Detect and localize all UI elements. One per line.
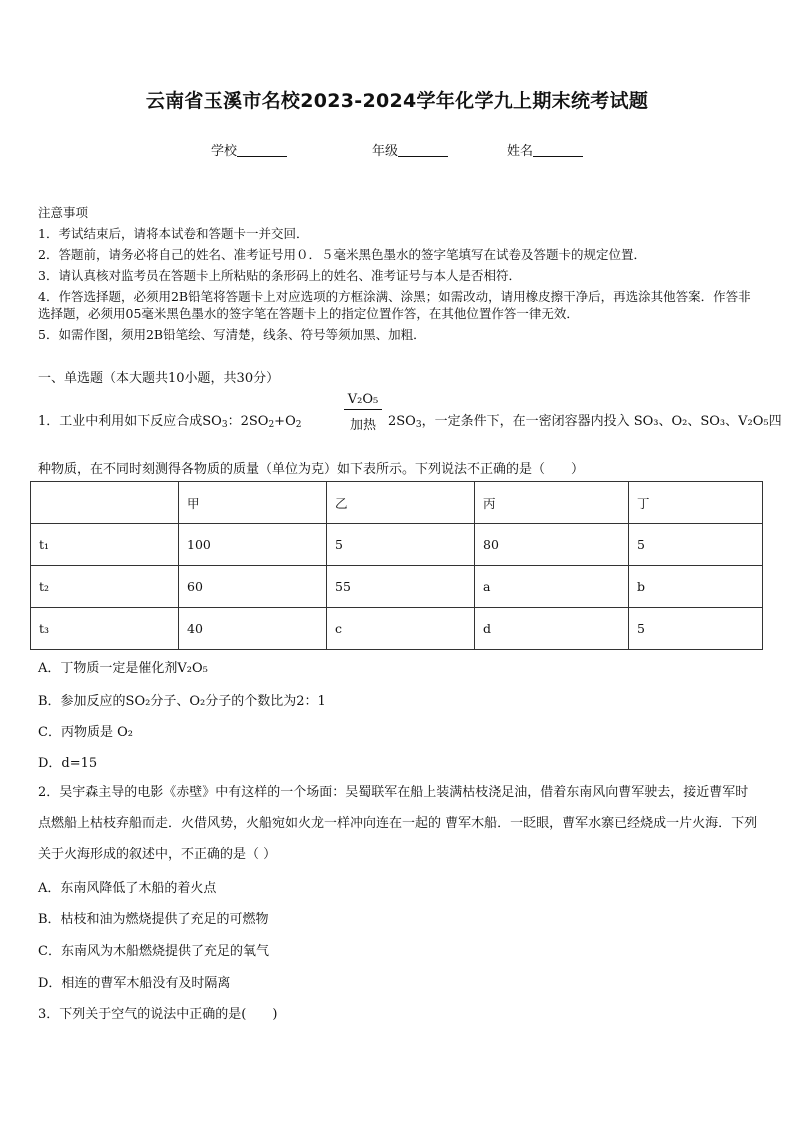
page-title: 云南省玉溪市名校2023-2024学年化学九上期末统考试题 bbox=[145, 90, 649, 112]
grade-label: 年级 bbox=[372, 144, 399, 159]
notice-item: 3．请认真核对监考员在答题卡上所粘贴的条形码上的姓名、准考证号与本人是否相符． bbox=[38, 268, 521, 283]
q2-option-c[interactable]: C．东南风为木船燃烧提供了充足的氧气 bbox=[38, 944, 269, 959]
table-cell: 5 bbox=[327, 524, 475, 566]
name-label: 姓名 bbox=[507, 144, 534, 159]
table-cell: d bbox=[475, 608, 629, 650]
table-cell: t₃ bbox=[31, 608, 179, 650]
table-row bbox=[31, 566, 763, 608]
table-cell: 60 bbox=[179, 566, 327, 608]
table-cell: 5 bbox=[629, 524, 763, 566]
q1-option-a[interactable]: A．丁物质一定是催化剂V₂O₅ bbox=[38, 661, 208, 676]
table-row bbox=[31, 524, 763, 566]
heating-condition: 加热 bbox=[349, 418, 376, 433]
notice-item: 4．作答选择题，必须用2B铅笔将答题卡上对应选项的方框涂满、涂黑；如需改动，请用橡皮擦干净后，再选涂其他答案．作答非选择题，必须用05毫米黑色墨水的签字笔在答题卡上的指定位置作答，在其他位置作答一律无效． bbox=[38, 289, 751, 321]
table-cell: 80 bbox=[475, 524, 629, 566]
school-field[interactable] bbox=[211, 140, 287, 159]
table-header-cell: 乙 bbox=[327, 482, 475, 524]
table-cell: t₂ bbox=[31, 566, 179, 608]
school-label: 学校 bbox=[211, 144, 238, 159]
q2-option-d[interactable]: D．相连的曹军木船没有及时隔离 bbox=[38, 976, 231, 991]
table-row bbox=[31, 608, 763, 650]
table-cell: 5 bbox=[629, 608, 763, 650]
mass-table bbox=[30, 481, 763, 650]
table-cell: 55 bbox=[327, 566, 475, 608]
table-header-cell: 丙 bbox=[475, 482, 629, 524]
q1-option-d[interactable]: D．d=15 bbox=[38, 756, 98, 771]
q1-stem-end: $2SO_3$，一定条件下，在一密闭容器内投入 SO₃、O₂、SO₃、V₂O₅四 bbox=[388, 414, 782, 430]
table-cell: b bbox=[629, 566, 763, 608]
table-cell: 100 bbox=[179, 524, 327, 566]
name-field[interactable] bbox=[507, 140, 583, 159]
notice-item: 2．答题前，请务必将自己的姓名、准考证号用０．５毫米黑色墨水的签字笔填写在试卷及答题卡的规定位置． bbox=[38, 247, 646, 262]
notice-item: 1．考试结束后，请将本试卷和答题卡一并交回． bbox=[38, 226, 309, 241]
table-header-cell bbox=[31, 482, 179, 524]
table-header-cell: 丁 bbox=[629, 482, 763, 524]
table-cell: a bbox=[475, 566, 629, 608]
school-blank[interactable] bbox=[237, 143, 287, 157]
q1-stem-start: 1．工业中利用如下反应合成$SO_3$：$2SO_2+O_2$ bbox=[38, 414, 302, 430]
table-cell: c bbox=[327, 608, 475, 650]
table-cell: t₁ bbox=[31, 524, 179, 566]
question-3-stem: 3．下列关于空气的说法中正确的是( ) bbox=[38, 1007, 278, 1022]
grade-field[interactable] bbox=[372, 140, 448, 159]
question-1 bbox=[38, 392, 782, 477]
section-title: 一、单选题（本大题共10小题，共30分） bbox=[38, 371, 280, 386]
reaction-condition bbox=[344, 392, 382, 433]
table-cell: 40 bbox=[179, 608, 327, 650]
q2-option-a[interactable]: A．东南风降低了木船的着火点 bbox=[38, 881, 217, 896]
notice-heading: 注意事项 bbox=[38, 205, 89, 220]
q1-stem-line2: 种物质，在不同时刻测得各物质的质量（单位为克）如下表所示。下列说法不正确的是（ ） bbox=[38, 462, 585, 477]
q1-option-b[interactable]: B．参加反应的SO₂分子、O₂分子的个数比为2：1 bbox=[38, 694, 326, 709]
name-blank[interactable] bbox=[533, 143, 583, 157]
table-header-cell: 甲 bbox=[179, 482, 327, 524]
table-header-row bbox=[31, 482, 763, 524]
grade-blank[interactable] bbox=[398, 143, 448, 157]
catalyst: V₂O₅ bbox=[344, 392, 382, 410]
q2-option-b[interactable]: B．枯枝和油为燃烧提供了充足的可燃物 bbox=[38, 912, 269, 927]
q1-option-c[interactable]: C．丙物质是 O₂ bbox=[38, 725, 133, 740]
question-2-stem: 2．吴宇森主导的电影《赤壁》中有这样的一个场面：吴蜀联军在船上装满枯枝浇足油，借着东南风向曹军驶去，接近曹军时点燃船上枯枝弃船而走．火借风势，火船宛如火龙一样冲向连在一起的 曹军木船．一眨眼，曹军水寨已经烧成一片火海．下列关于火海形成的叙述中，不正确的是（ ） bbox=[38, 785, 758, 862]
notice-block bbox=[38, 203, 758, 347]
notice-item: 5．如需作图，须用2B铅笔绘、写清楚，线条、符号等须加黑、加粗． bbox=[38, 327, 426, 342]
